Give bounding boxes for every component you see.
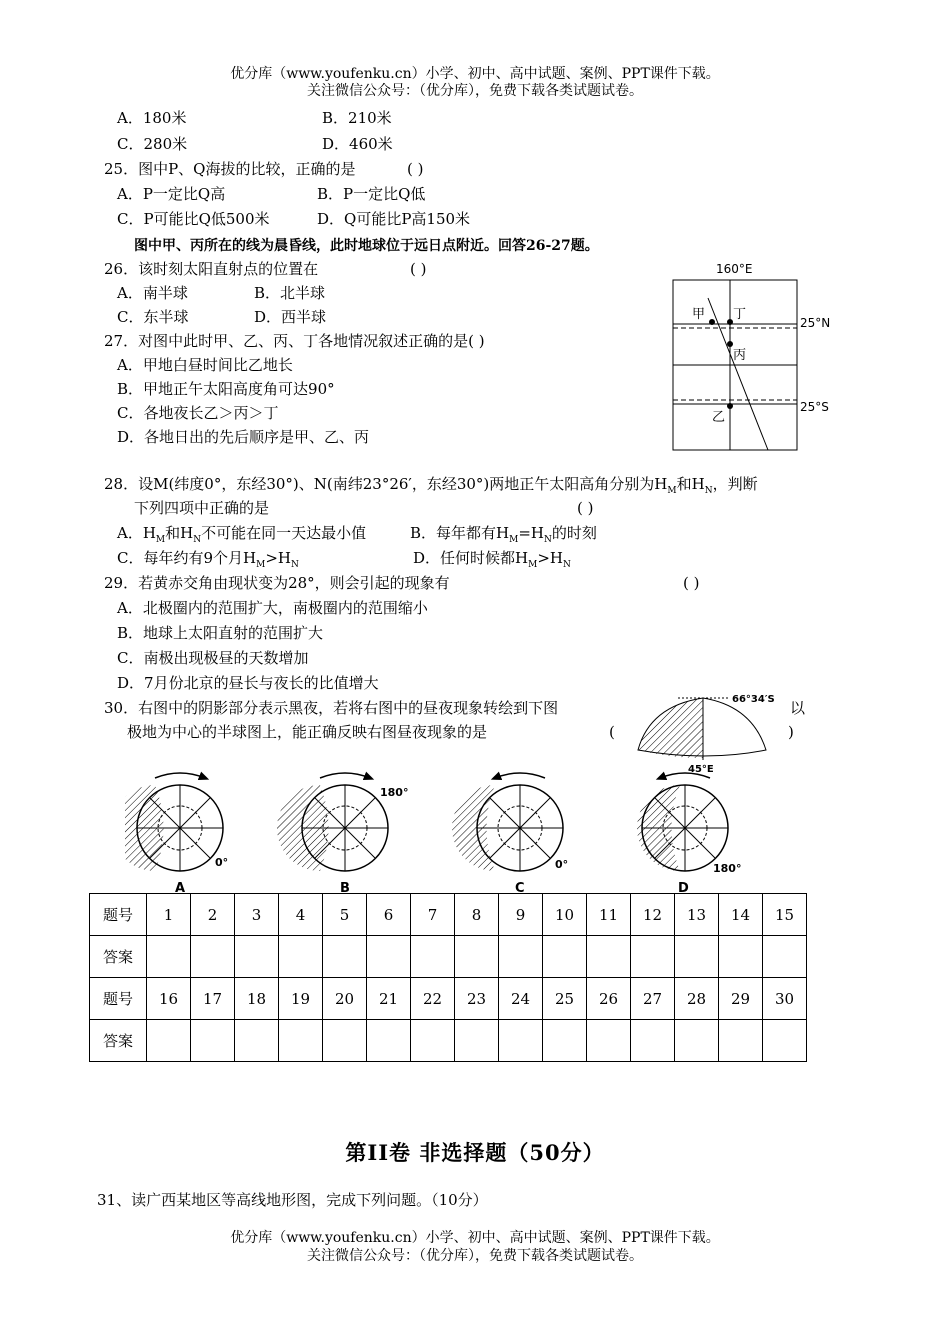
q30-option-circles xyxy=(125,768,765,896)
table-cell: 11 xyxy=(587,894,631,936)
row-label-ans: 答案 xyxy=(90,936,147,978)
circle-b-label: B xyxy=(340,881,350,896)
q26-stem: 26．该时刻太阳直射点的位置在 xyxy=(104,260,319,278)
point-yi xyxy=(727,403,733,409)
q30-line-2: 极地为中心的半球图上，能正确反映右图昼夜现象的是 xyxy=(127,723,488,741)
q24-option-b: B．210米 xyxy=(322,109,392,127)
label-25n: 25°N xyxy=(800,316,831,330)
table-cell: 10 xyxy=(543,894,587,936)
answer-cell[interactable] xyxy=(499,936,543,978)
q26-paren: ( ) xyxy=(410,260,427,278)
answer-cell[interactable] xyxy=(543,936,587,978)
q28-line-1: 28．设M(纬度0°，东经30°)、N(南纬23°26′，东经30°)两地正午太阳高角分别为$H_M$和$H_N$，判断 xyxy=(104,475,758,496)
table-cell: 12 xyxy=(631,894,675,936)
table-cell: 20 xyxy=(323,978,367,1020)
circle-option-a xyxy=(125,773,228,896)
answer-cell[interactable] xyxy=(719,1020,763,1062)
q27-option-c: C．各地夜长乙＞丙＞丁 xyxy=(117,404,279,422)
q24-option-c: C．280米 xyxy=(117,135,188,153)
answer-cell[interactable] xyxy=(367,936,411,978)
label-25s: 25°S xyxy=(800,400,829,414)
q27-option-a: A．甲地白昼时间比乙地长 xyxy=(117,356,293,374)
q28-option-c: C．每年约有9个月$H_M>H_N$ xyxy=(117,549,299,570)
table-row xyxy=(90,978,807,1020)
q26-option-c: C．东半球 xyxy=(117,308,189,326)
table-cell: 8 xyxy=(455,894,499,936)
answer-cell[interactable] xyxy=(323,936,367,978)
footer-line-2: 关注微信公众号：（优分库），免费下载各类试题试卷。 xyxy=(307,1248,643,1264)
table-cell: 30 xyxy=(763,978,807,1020)
table-cell: 26 xyxy=(587,978,631,1020)
table-cell: 3 xyxy=(235,894,279,936)
answer-table xyxy=(89,893,807,1062)
table-row xyxy=(90,894,807,936)
answer-cell[interactable] xyxy=(279,936,323,978)
q25-option-b: B．P一定比Q低 xyxy=(317,185,426,203)
circle-c-label: C xyxy=(515,881,525,896)
table-cell: 13 xyxy=(675,894,719,936)
q29-stem: 29．若黄赤交角由现状变为28°，则会引起的现象有 xyxy=(104,574,450,592)
label-yi: 乙 xyxy=(712,410,726,425)
q29-option-c: C．南极出现极昼的天数增加 xyxy=(117,649,309,667)
q24-option-d: D．460米 xyxy=(322,135,393,153)
answer-cell[interactable] xyxy=(499,1020,543,1062)
answer-cell[interactable] xyxy=(455,1020,499,1062)
table-cell: 21 xyxy=(367,978,411,1020)
q29-option-b: B．地球上太阳直射的范围扩大 xyxy=(117,624,324,642)
table-cell: 7 xyxy=(411,894,455,936)
q27-stem: 27．对图中此时甲、乙、丙、丁各地情况叙述正确的是( ) xyxy=(104,332,485,350)
answer-cell[interactable] xyxy=(455,936,499,978)
header-line-1: 优分库（www.youfenku.cn）小学、初中、高中试题、案例、PPT课件下载。 xyxy=(230,66,720,82)
q24-option-a: A．180米 xyxy=(117,109,187,127)
answer-cell[interactable] xyxy=(147,936,191,978)
circle-d-label: D xyxy=(678,881,689,896)
table-cell: 14 xyxy=(719,894,763,936)
q29-option-d: D．7月份北京的昼长与夜长的比值增大 xyxy=(117,674,379,692)
table-cell: 27 xyxy=(631,978,675,1020)
circle-c-degree: 0° xyxy=(555,858,569,871)
table-cell: 18 xyxy=(235,978,279,1020)
circle-b-degree: 180° xyxy=(380,786,409,799)
circle-a-label: A xyxy=(175,881,186,896)
header-line-2: 关注微信公众号：（优分库），免费下载各类试题试卷。 xyxy=(307,83,643,99)
answer-cell[interactable] xyxy=(147,1020,191,1062)
table-cell: 24 xyxy=(499,978,543,1020)
q30-paren-right: ) xyxy=(788,723,794,741)
q29-paren: ( ) xyxy=(683,574,700,592)
point-bing xyxy=(727,341,733,347)
table-cell: 19 xyxy=(279,978,323,1020)
table-cell: 23 xyxy=(455,978,499,1020)
answer-cell[interactable] xyxy=(411,1020,455,1062)
row-label-num: 题号 xyxy=(90,894,147,936)
circle-d-degree: 180° xyxy=(713,862,742,875)
answer-cell[interactable] xyxy=(191,1020,235,1062)
table-cell: 2 xyxy=(191,894,235,936)
table-cell: 4 xyxy=(279,894,323,936)
intro-26-27: 图中甲、丙所在的线为晨昏线，此时地球位于远日点附近。回答26-27题。 xyxy=(134,238,599,254)
circle-option-c xyxy=(452,773,568,896)
answer-cell[interactable] xyxy=(411,936,455,978)
table-row xyxy=(90,936,807,978)
answer-cell[interactable] xyxy=(323,1020,367,1062)
q26-option-a: A．南半球 xyxy=(117,284,188,302)
answer-cell[interactable] xyxy=(235,936,279,978)
answer-cell[interactable] xyxy=(543,1020,587,1062)
q25-option-c: C．P可能比Q低500米 xyxy=(117,210,270,228)
circle-a-degree: 0° xyxy=(215,856,229,869)
row-label-num: 题号 xyxy=(90,978,147,1020)
q31-stem: 31、读广西某地区等高线地形图，完成下列问题。（10分） xyxy=(97,1191,488,1209)
answer-cell[interactable] xyxy=(763,936,807,978)
answer-cell[interactable] xyxy=(763,1020,807,1062)
answer-cell[interactable] xyxy=(587,936,631,978)
row-label-ans: 答案 xyxy=(90,1020,147,1062)
q25-paren: ( ) xyxy=(407,160,424,178)
answer-cell[interactable] xyxy=(367,1020,411,1062)
terminator-map-figure xyxy=(670,258,840,453)
q28-line-2: 下列四项中正确的是 xyxy=(134,499,270,517)
table-cell: 17 xyxy=(191,978,235,1020)
label-bing: 丙 xyxy=(733,348,747,363)
answer-cell[interactable] xyxy=(719,936,763,978)
q25-option-d: D．Q可能比P高150米 xyxy=(317,210,471,228)
answer-cell[interactable] xyxy=(631,1020,675,1062)
table-cell: 29 xyxy=(719,978,763,1020)
section-2-title: 第II卷 非选择题（50分） xyxy=(345,1140,605,1165)
answer-cell[interactable] xyxy=(675,1020,719,1062)
fan-lon-label: 45°E xyxy=(688,764,714,774)
answer-cell[interactable] xyxy=(587,1020,631,1062)
q26-option-b: B．北半球 xyxy=(254,284,326,302)
table-cell: 5 xyxy=(323,894,367,936)
q29-option-a: A．北极圈内的范围扩大，南极圈内的范围缩小 xyxy=(117,599,428,617)
q27-option-d: D．各地日出的先后顺序是甲、乙、丙 xyxy=(117,428,370,446)
q25-option-a: A．P一定比Q高 xyxy=(117,185,226,203)
q27-option-b: B．甲地正午太阳高度角可达90° xyxy=(117,380,335,398)
q30-fan-figure xyxy=(630,688,780,774)
footer-line-1: 优分库（www.youfenku.cn）小学、初中、高中试题、案例、PPT课件下载。 xyxy=(230,1230,720,1246)
q30-paren-left: ( xyxy=(609,723,615,741)
table-cell: 28 xyxy=(675,978,719,1020)
table-row xyxy=(90,1020,807,1062)
table-cell: 16 xyxy=(147,978,191,1020)
answer-cell[interactable] xyxy=(675,936,719,978)
label-ding: 丁 xyxy=(733,307,747,322)
q25-stem: 25．图中P、Q海拔的比较，正确的是 xyxy=(104,160,356,178)
point-jia xyxy=(709,319,715,325)
q30-line-1: 30．右图中的阴影部分表示黑夜，若将右图中的昼夜现象转绘到下图 xyxy=(104,699,559,717)
q28-option-a: A．$H_M$和$H_N$不可能在同一天达最小值 xyxy=(117,524,367,545)
q28-paren: ( ) xyxy=(577,499,594,517)
answer-cell[interactable] xyxy=(235,1020,279,1062)
fan-lat-label: 66°34′S xyxy=(732,694,775,705)
table-cell: 9 xyxy=(499,894,543,936)
answer-cell[interactable] xyxy=(191,936,235,978)
q28-option-b: B．每年都有$H_M=H_N$的时刻 xyxy=(410,524,597,545)
table-cell: 22 xyxy=(411,978,455,1020)
table-cell: 1 xyxy=(147,894,191,936)
q30-line-1-end: 以 xyxy=(790,699,806,717)
q28-option-d: D．任何时候都$H_M>H_N$ xyxy=(413,549,571,570)
answer-cell[interactable] xyxy=(631,936,675,978)
table-cell: 15 xyxy=(763,894,807,936)
q26-option-d: D．西半球 xyxy=(254,308,327,326)
table-cell: 25 xyxy=(543,978,587,1020)
label-jia: 甲 xyxy=(692,307,706,322)
longitude-label: 160°E xyxy=(716,262,753,276)
circle-option-b xyxy=(277,773,408,896)
circle-option-d xyxy=(637,773,741,896)
table-cell: 6 xyxy=(367,894,411,936)
answer-cell[interactable] xyxy=(279,1020,323,1062)
